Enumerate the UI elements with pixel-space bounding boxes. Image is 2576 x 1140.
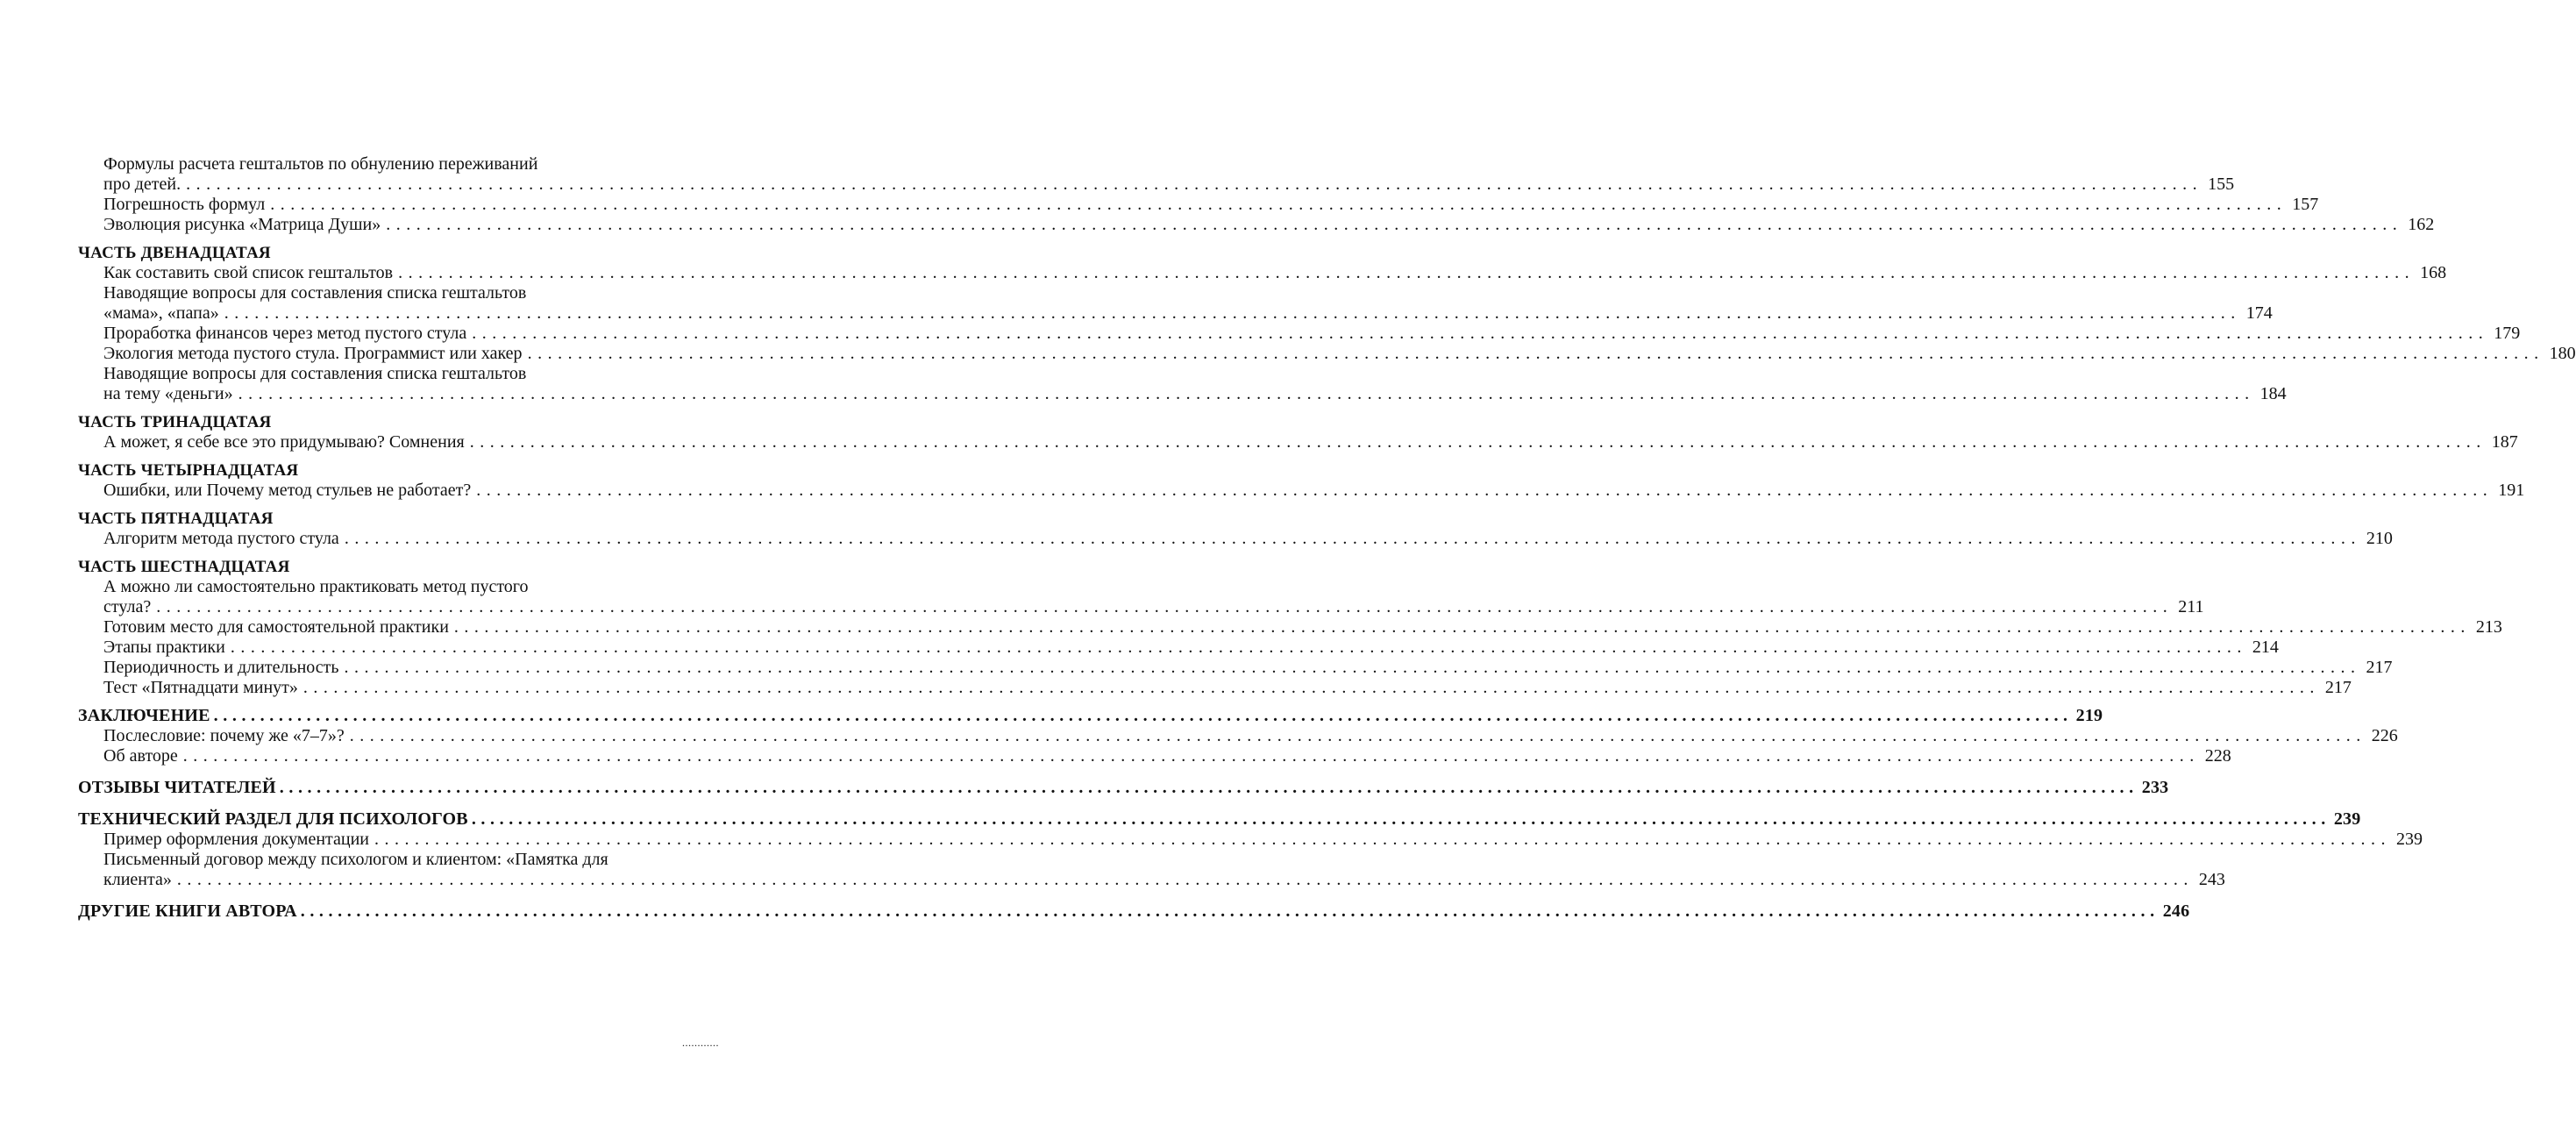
page-number: 187 <box>2491 432 2518 452</box>
table-of-contents <box>78 154 2576 933</box>
toc-entry[interactable] <box>78 830 2423 850</box>
page-number: 184 <box>2259 384 2287 403</box>
dot-leader: ........................................................................................................................................................................................................ <box>476 481 2494 500</box>
toc-section <box>78 778 2169 798</box>
dot-leader: ........................................................................................................................................................................................................ <box>344 529 2361 548</box>
entry-title: Эволюция рисунка «Матрица Души» <box>103 215 381 234</box>
dot-leader: ........................................................................................................................................................................................................ <box>471 809 2330 829</box>
entry-title-line: Письменный договор между психологом и клиентом: «Памятка для <box>103 850 608 869</box>
page-number: 217 <box>2324 678 2352 697</box>
toc-entry[interactable] <box>78 344 2576 364</box>
toc-entry[interactable] <box>78 195 2319 215</box>
section-heading: ЧАСТЬ ШЕСТНАДЦАТАЯ <box>78 558 290 576</box>
toc-section <box>78 460 2525 501</box>
page-number: 228 <box>2204 746 2231 766</box>
page-number: 180 <box>2549 344 2576 363</box>
section-heading: ЧАСТЬ ПЯТНАДЦАТАЯ <box>78 509 274 528</box>
entry-title: клиента» <box>103 870 172 889</box>
page-number: 219 <box>2075 706 2103 725</box>
heading-title: ТЕХНИЧЕСКИЙ РАЗДЕЛ ДЛЯ ПСИХОЛОГОВ <box>78 809 468 829</box>
entry-title-line: А можно ли самостоятельно практиковать метод пустого <box>103 577 529 596</box>
page-number: 233 <box>2141 778 2169 797</box>
heading-title: ОТЗЫВЫ ЧИТАТЕЛЕЙ <box>78 778 276 797</box>
page-number: 243 <box>2198 870 2225 889</box>
toc-section <box>78 809 2423 890</box>
entry-title: Пример оформления документации <box>103 830 370 849</box>
toc-entry[interactable] <box>78 638 2279 658</box>
page-number: 213 <box>2475 617 2502 637</box>
entry-title: Тест «Пятнадцати минут» <box>103 678 298 697</box>
toc-section <box>78 557 2502 698</box>
toc-section <box>78 901 2190 922</box>
entry-title: Об авторе <box>103 746 178 766</box>
page-number: 239 <box>2333 809 2361 829</box>
toc-entry[interactable] <box>78 384 2287 404</box>
toc-entry[interactable] <box>78 658 2393 678</box>
dot-leader: ........................................................................................................................................................................................................ <box>238 384 2255 403</box>
dot-leader: ........................................................................................................................................................................................................ <box>527 344 2544 363</box>
toc-entry[interactable] <box>78 617 2502 638</box>
section-heading[interactable] <box>78 706 2103 726</box>
footer-dots: ............ <box>682 1037 719 1049</box>
dot-leader: ........................................................................................................................................................................................................ <box>469 432 2487 452</box>
entry-title-line: Наводящие вопросы для составления списка гештальтов <box>103 364 527 383</box>
toc-section <box>78 412 2518 452</box>
toc-section <box>78 509 2393 549</box>
dot-leader: ........................................................................................................................................................................................................ <box>186 175 2203 194</box>
dot-leader: ........................................................................................................................................................................................................ <box>176 870 2194 889</box>
page-number: 162 <box>2408 215 2435 234</box>
entry-title: Алгоритм метода пустого стула <box>103 529 339 548</box>
dot-leader: ........................................................................................................................................................................................................ <box>398 263 2416 282</box>
dot-leader: ........................................................................................................................................................................................................ <box>302 678 2320 697</box>
page-number: 211 <box>2178 597 2204 616</box>
toc-entry[interactable] <box>78 678 2352 698</box>
entry-title: про детей. <box>103 175 181 194</box>
page-number: 210 <box>2366 529 2393 548</box>
dot-leader: ........................................................................................................................................................................................................ <box>213 706 2073 725</box>
toc-section <box>78 243 2576 404</box>
entry-title: Периодичность и длительность <box>103 658 339 677</box>
toc-entry[interactable] <box>78 481 2525 501</box>
heading-title: ЗАКЛЮЧЕНИЕ <box>78 706 210 725</box>
page-number: 191 <box>2498 481 2525 500</box>
page-number: 155 <box>2208 175 2235 194</box>
entry-title: Этапы практики <box>103 638 225 657</box>
page-number: 179 <box>2494 324 2521 343</box>
section-heading[interactable] <box>78 901 2190 922</box>
toc-entry[interactable] <box>78 870 2225 890</box>
dot-leader: ........................................................................................................................................................................................................ <box>230 638 2247 657</box>
dot-leader: ........................................................................................................................................................................................................ <box>349 726 2366 745</box>
toc-entry[interactable] <box>78 432 2518 452</box>
entry-title: Погрешность формул <box>103 195 266 214</box>
entry-title: Ошибки, или Почему метод стульев не работает? <box>103 481 472 500</box>
page-number: 174 <box>2245 303 2273 323</box>
entry-title: Готовим место для самостоятельной практики <box>103 617 449 637</box>
toc-entry[interactable] <box>78 175 2235 195</box>
section-heading[interactable] <box>78 778 2169 798</box>
dot-leader: ........................................................................................................................................................................................................ <box>300 901 2160 921</box>
section-heading: ЧАСТЬ ТРИНАДЦАТАЯ <box>78 413 272 431</box>
dot-leader: ........................................................................................................................................................................................................ <box>453 617 2471 637</box>
toc-entry[interactable] <box>78 303 2273 324</box>
section-heading: ЧАСТЬ ДВЕНАДЦАТАЯ <box>78 244 271 262</box>
section-heading: ЧАСТЬ ЧЕТЫРНАДЦАТАЯ <box>78 461 299 480</box>
page-number: 246 <box>2162 901 2190 921</box>
page-number: 214 <box>2252 638 2279 657</box>
entry-title: стула? <box>103 597 152 616</box>
dot-leader: ........................................................................................................................................................................................................ <box>156 597 2174 616</box>
entry-title: на тему «деньги» <box>103 384 233 403</box>
toc-entry[interactable] <box>78 215 2435 235</box>
page-number: 239 <box>2396 830 2423 849</box>
toc-entry[interactable] <box>78 597 2204 617</box>
toc-entry[interactable] <box>78 726 2398 746</box>
page-number: 168 <box>2420 263 2447 282</box>
dot-leader: ........................................................................................................................................................................................................ <box>386 215 2403 234</box>
dot-leader: ........................................................................................................................................................................................................ <box>472 324 2489 343</box>
entry-title: «мама», «папа» <box>103 303 219 323</box>
page-number: 226 <box>2371 726 2398 745</box>
toc-entry[interactable] <box>78 529 2393 549</box>
dot-leader: ........................................................................................................................................................................................................ <box>374 830 2392 849</box>
entry-title-line: Формулы расчета гештальтов по обнулению переживаний <box>103 154 538 174</box>
toc-entry[interactable] <box>78 263 2447 283</box>
entry-title: А может, я себе все это придумываю? Сомнения <box>103 432 465 452</box>
dot-leader: ........................................................................................................................................................................................................ <box>279 778 2138 797</box>
entry-title: Проработка финансов через метод пустого стула <box>103 324 467 343</box>
dot-leader: ........................................................................................................................................................................................................ <box>270 195 2288 214</box>
dot-leader: ........................................................................................................................................................................................................ <box>224 303 2241 323</box>
entry-title: Как составить свой список гештальтов <box>103 263 394 282</box>
toc-section <box>78 706 2398 766</box>
section-heading[interactable] <box>78 809 2361 830</box>
toc-section <box>78 154 2435 235</box>
page-number: 217 <box>2366 658 2393 677</box>
dot-leader: ........................................................................................................................................................................................................ <box>344 658 2361 677</box>
toc-entry[interactable] <box>78 324 2521 344</box>
dot-leader: ........................................................................................................................................................................................................ <box>182 746 2200 766</box>
entry-title: Экология метода пустого стула. Программист или хакер <box>103 344 523 363</box>
entry-title-line: Наводящие вопросы для составления списка гештальтов <box>103 283 527 303</box>
entry-title: Послесловие: почему же «7–7»? <box>103 726 345 745</box>
toc-entry[interactable] <box>78 746 2231 766</box>
heading-title: ДРУГИЕ КНИГИ АВТОРА <box>78 901 297 921</box>
page-number: 157 <box>2292 195 2319 214</box>
